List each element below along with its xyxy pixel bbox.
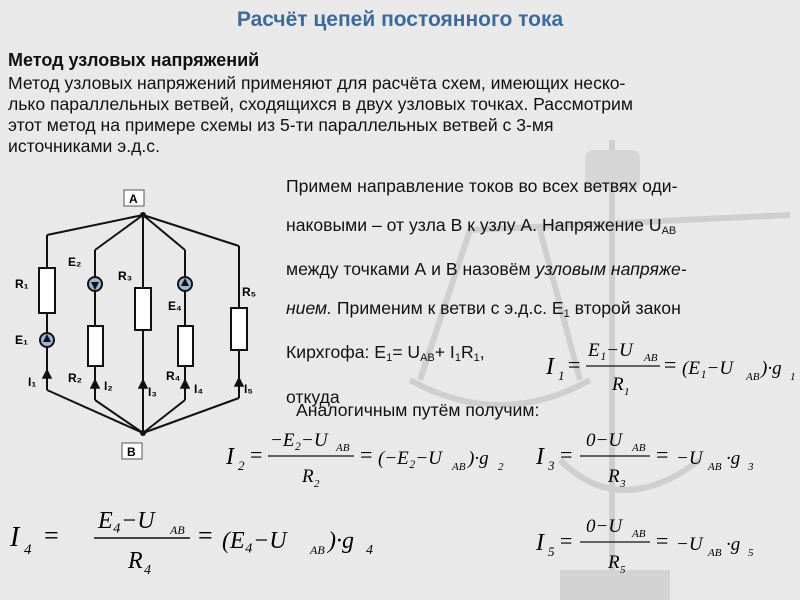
- rhs: −U: [676, 448, 703, 469]
- e4-label: E₄: [168, 299, 182, 313]
- denominator: R: [612, 374, 624, 395]
- text: второй закон: [569, 297, 681, 318]
- svg-text:=: =: [250, 442, 263, 467]
- text: ,: [479, 342, 485, 362]
- svg-text:=: =: [568, 352, 581, 377]
- svg-text:=: =: [198, 521, 213, 550]
- rhs-end: ·g: [726, 448, 741, 469]
- denominator: R: [608, 466, 620, 487]
- svg-text:=: =: [560, 442, 573, 467]
- rhs-sub: AB: [452, 461, 466, 473]
- i1-label: I₁: [28, 375, 37, 389]
- rhs-end: )·g: [328, 528, 354, 554]
- numerator: E₁−U: [588, 340, 633, 361]
- r3-label: R₃: [118, 269, 133, 283]
- r2-label: R₂: [68, 371, 82, 385]
- lhs-sub: 3: [548, 458, 555, 473]
- denominator-sub: 3: [620, 478, 626, 490]
- lhs-sub: 1: [558, 368, 565, 383]
- lhs-sub: 5: [548, 544, 555, 559]
- intro-paragraph: [8, 73, 798, 157]
- text: Примем направление токов во всех ветвях оди-: [286, 176, 678, 196]
- rhs-sub: AB: [746, 371, 760, 383]
- numerator-sub: AB: [644, 352, 658, 364]
- svg-text:=: =: [360, 442, 373, 467]
- rhs-sub: AB: [708, 461, 722, 473]
- denominator: R: [608, 552, 620, 573]
- text: + I: [434, 342, 455, 362]
- text: наковыми – от узла В к узлу А. Напряжение U: [286, 214, 662, 235]
- i2-label: I₂: [104, 379, 113, 393]
- rhs-end-sub: 4: [366, 543, 373, 558]
- text: = U: [392, 342, 421, 362]
- denominator: R: [128, 548, 143, 574]
- node-a-label: A: [129, 192, 138, 206]
- formula-i2: [226, 424, 516, 490]
- denominator-sub: 2: [314, 478, 320, 490]
- subscript: AB: [420, 352, 435, 364]
- page-title: Расчёт цепей постоянного тока: [236, 8, 564, 31]
- lhs: I: [536, 530, 544, 556]
- formula-i4: [10, 504, 420, 576]
- denominator: R: [302, 466, 314, 487]
- text: Кирхгофа: E: [286, 342, 387, 362]
- denominator-sub: 4: [144, 563, 151, 576]
- circuit-diagram: [10, 188, 280, 463]
- similar-text: Аналогичным путём получим:: [296, 400, 540, 420]
- italic-term: узловым напряже-: [535, 259, 687, 279]
- svg-text:=: =: [664, 352, 677, 377]
- rhs-end-sub: 5: [748, 547, 754, 559]
- rhs-end: )·g: [761, 358, 782, 379]
- numerator-sub: AB: [632, 528, 646, 540]
- numerator: 0−U: [586, 430, 623, 451]
- rhs: (−E₂−U: [378, 448, 442, 469]
- r4-label: R₄: [166, 369, 181, 383]
- e2-label: E₂: [68, 255, 82, 269]
- r5-label: R₅: [242, 285, 257, 299]
- rhs-end-sub: 2: [498, 461, 504, 473]
- svg-text:=: =: [560, 528, 573, 553]
- rhs: −U: [676, 534, 703, 555]
- i3-label: I₃: [148, 385, 157, 399]
- lhs: I: [536, 444, 544, 470]
- denominator-sub: 5: [620, 564, 626, 576]
- text: между точками А и В назовём: [286, 259, 536, 279]
- numerator-sub: AB: [632, 442, 646, 454]
- node-b-label: B: [127, 445, 136, 459]
- denominator-sub: 1: [624, 386, 630, 398]
- subscript: 1: [454, 352, 461, 364]
- explanation-line: [286, 289, 786, 334]
- rhs-end-sub: 3: [748, 461, 754, 473]
- r1-label: R₁: [15, 277, 29, 291]
- svg-text:=: =: [656, 528, 669, 553]
- e1-label: E₁: [15, 333, 28, 347]
- formula-i1: [546, 336, 796, 398]
- numerator: −E₂−U: [270, 430, 328, 451]
- intro-line: этот метод на примере схемы из 5-ти параллельных ветвей с 3-мя: [8, 115, 554, 135]
- subscript: AB: [661, 224, 677, 237]
- svg-text:=: =: [656, 442, 669, 467]
- subscript: 1: [563, 307, 570, 320]
- intro-line: лько параллельных ветвей, сходящихся в двух узловых точках. Рассмотрим: [8, 94, 633, 114]
- numerator-sub: AB: [336, 442, 350, 454]
- rhs-end: ·g: [726, 534, 741, 555]
- rhs-end-sub: 1: [790, 371, 796, 383]
- explanation-line: [286, 167, 786, 206]
- i4-label: I₄: [194, 382, 204, 396]
- subscript: 1: [386, 352, 393, 364]
- formula-i3: [536, 424, 776, 490]
- lhs: I: [10, 522, 20, 553]
- lhs: I: [226, 444, 234, 470]
- text: откуда: [286, 386, 340, 407]
- formula-i5: [536, 510, 776, 576]
- intro-line: источниками э.д.с.: [8, 136, 160, 156]
- rhs-end: )·g: [468, 448, 489, 469]
- lhs: I: [546, 354, 554, 380]
- explanation-line: [286, 250, 786, 289]
- section-heading: Метод узловых напряжений: [8, 50, 260, 70]
- subscript: 1: [473, 352, 480, 364]
- lhs-sub: 2: [238, 458, 245, 473]
- numerator-sub: AB: [170, 523, 185, 537]
- text: R: [460, 342, 474, 362]
- italic-term: нием.: [286, 297, 333, 318]
- svg-text:=: =: [44, 521, 59, 550]
- numerator: 0−U: [586, 516, 623, 537]
- rhs: (E₁−U: [682, 358, 734, 379]
- numerator: E₄−U: [98, 508, 155, 534]
- i5-label: I₅: [244, 382, 253, 396]
- intro-line: Метод узловых напряжений применяют для расчёта схем, имеющих неско-: [8, 73, 626, 93]
- explanation-line: [286, 206, 786, 251]
- text: Применим к ветви с э.д.с. E: [332, 297, 564, 318]
- rhs-sub: AB: [310, 543, 325, 557]
- rhs-sub: AB: [708, 547, 722, 559]
- rhs: (E₄−U: [222, 528, 287, 554]
- lhs-sub: 4: [24, 542, 32, 558]
